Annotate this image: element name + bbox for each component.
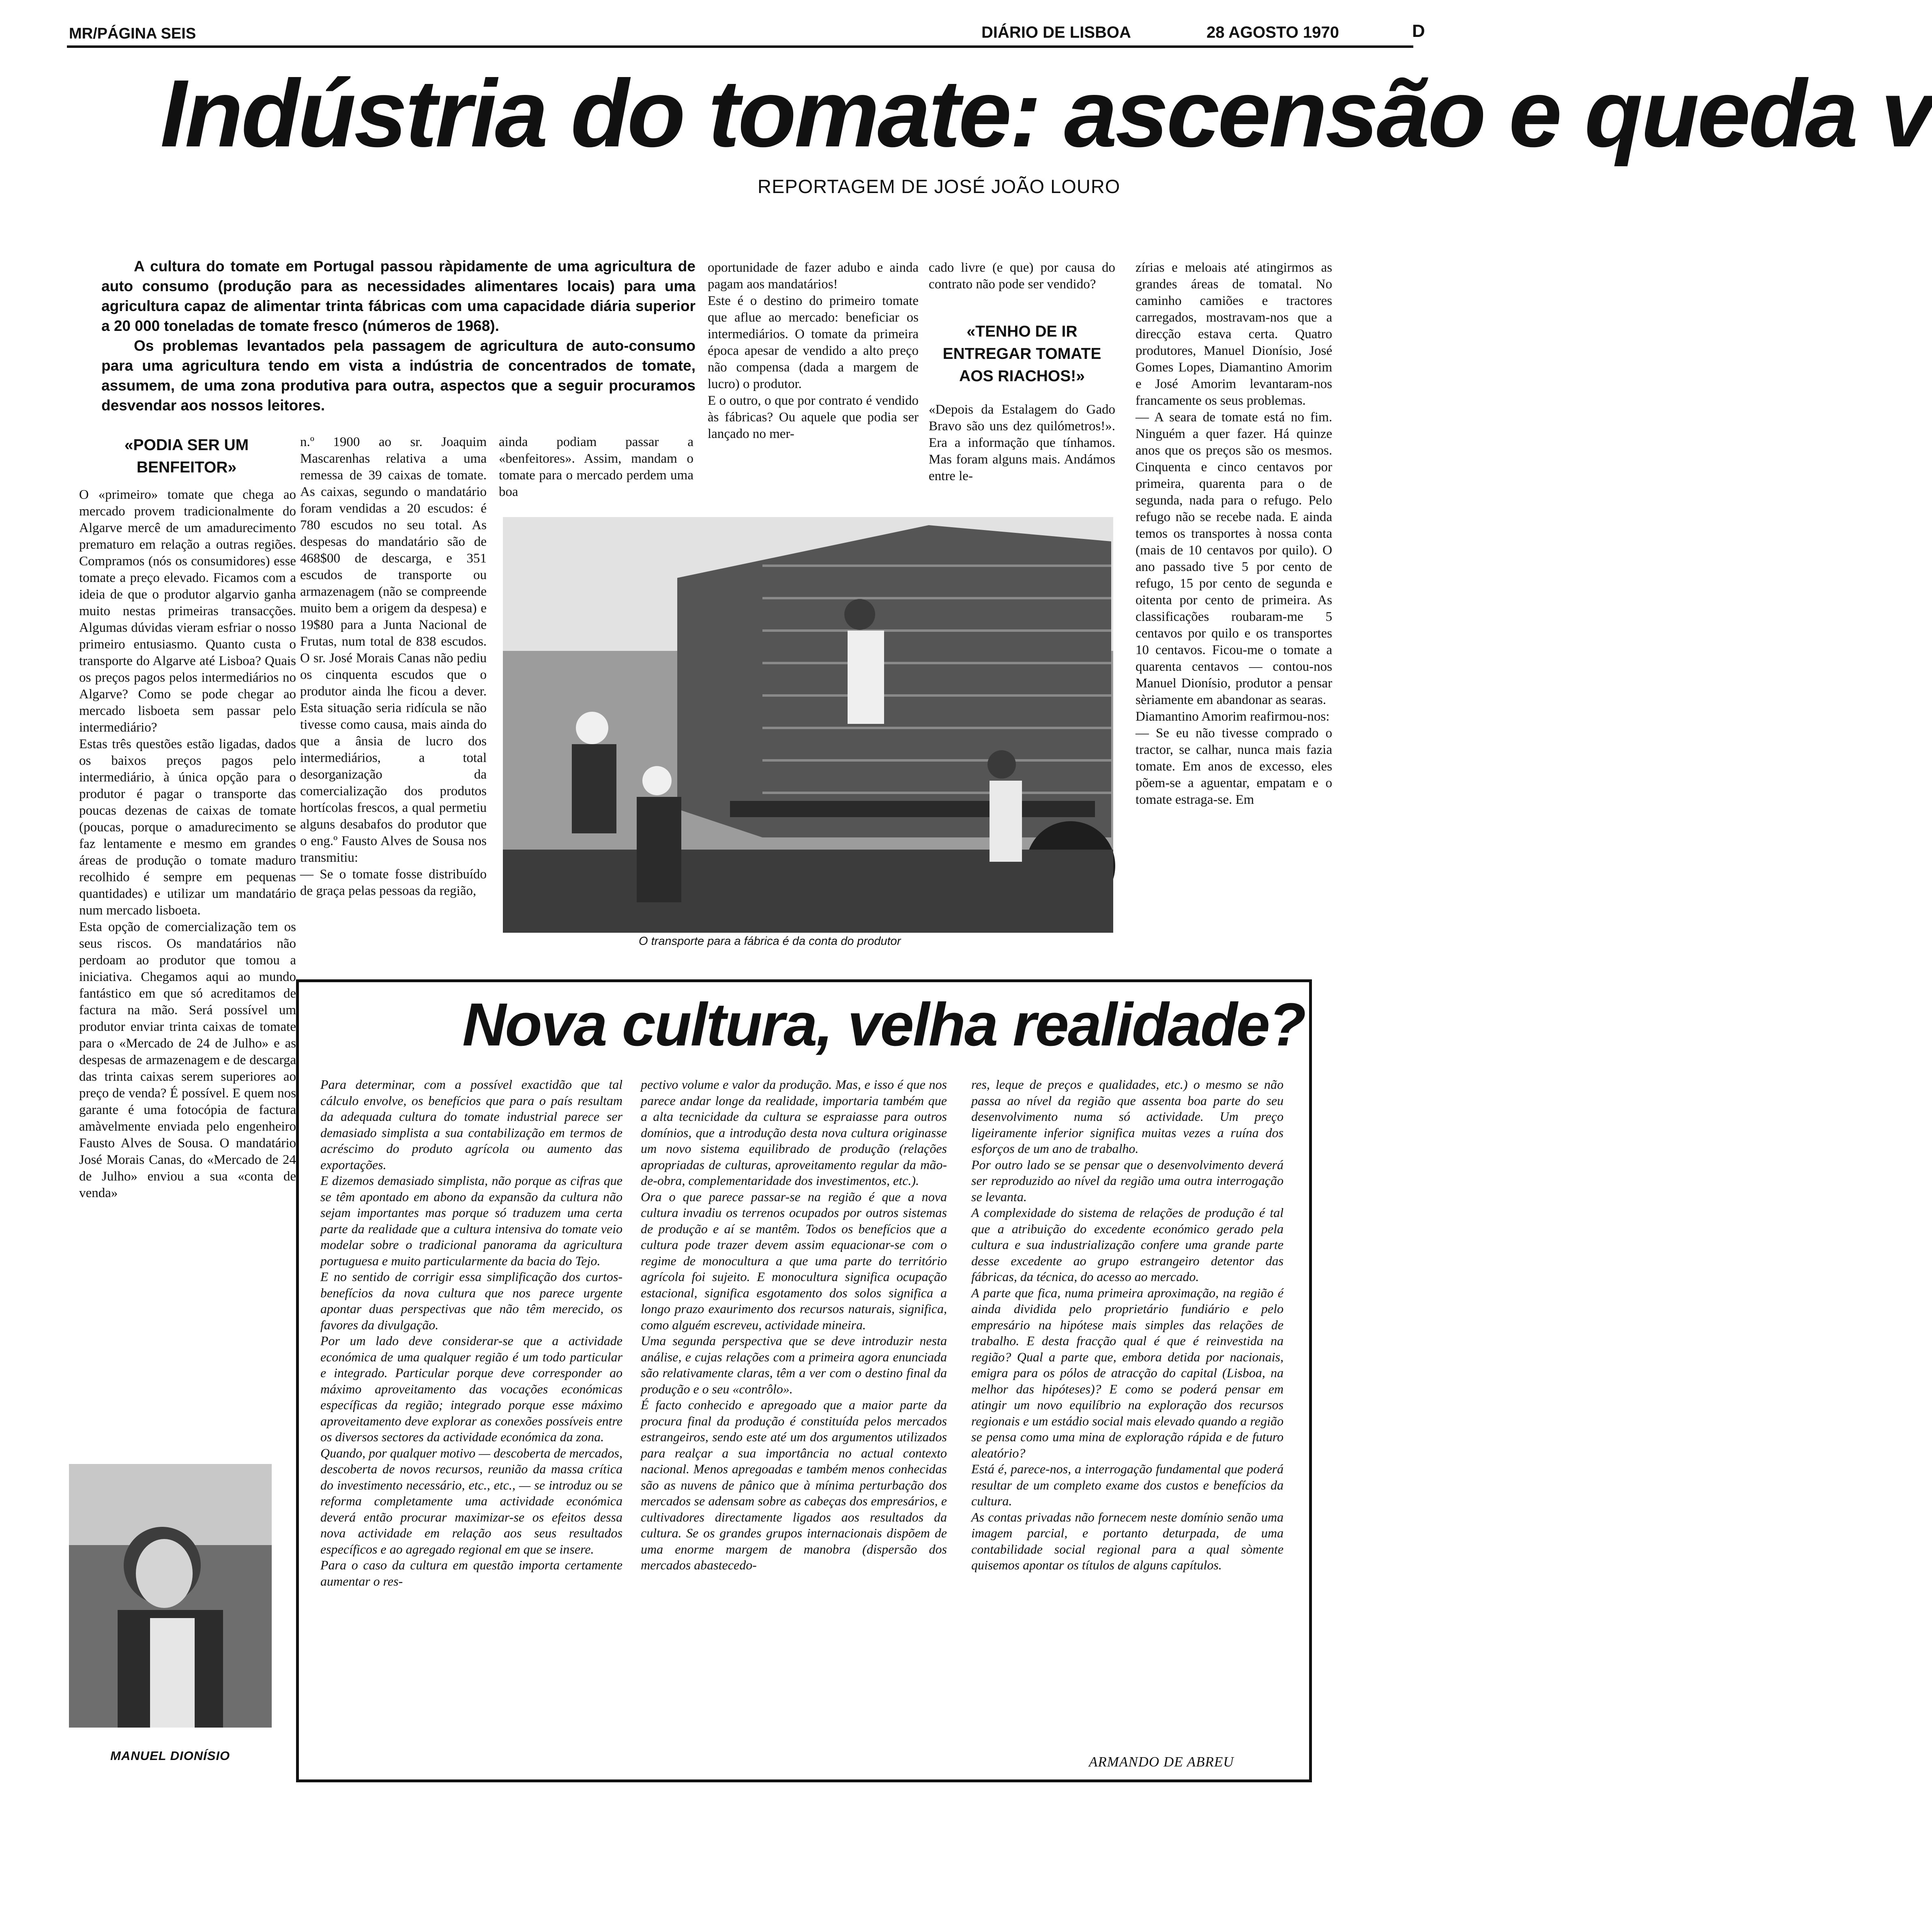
article-column-5a: cado livre (e que) por causa do contrato não pode ser vendido?: [929, 260, 1115, 292]
truck-photo-illustration: [503, 517, 1113, 933]
lead-paragraph-2: Os problemas levantados pela passagem de agricultura de auto-consumo para uma agricultura tendo em vista a indústria de concentrados de tomate, assumem, de uma zona produtiva para outra, aspectos que a seguir procuramos desvendar aos nossos leitores.: [101, 337, 696, 414]
article-column-2: n.º 1900 ao sr. Joaquim Mascarenhas relativa a uma remessa de 39 caixas de tomate. As caixas, segundo o mandatário foram vendidas a 20 escudos: é 780 escudos no seu total. As despesas do mandatário são de 468$00 de descarga, e 351 escudos de transporte ou armazenagem (não se compreende muito bem a origem da despesa) e 19$80 para a Junta Nacional de Frutas, num total de 838 escudos. O sr. José Morais Canas não pediu os cinquenta escudos que o produtor ainda lhe ficou a dever. Esta situação seria ridícula se não tivesse como causa, mais ainda do que a ânsia de lucro dos intermediários, a total desorganização da comercialização dos produtos hortícolas frescos, a qual permetiu alguns desabafos do produtor que o eng.º Fausto Alves de Sousa nos transmitiu: — Se o tomate fosse distribuído de graça pelas pessoas da região,: [300, 435, 487, 898]
boxed-author: ARMANDO DE ABREU: [1089, 1754, 1234, 1770]
boxed-column-3: res, leque de preços e qualidades, etc.) o mesmo se não passa ao nível da região que assenta boa parte do seu desenvolvimento numa só actividade. Um preço ligeiramente inferior significa muitas vezes a ruína dos esforços de um ano de trabalho. Por outro lado se se pensar que o desenvolvimento deverá ser reproduzido ao nível da região uma outra interrogação se levanta. A complexidade do sistema de relações de produção é tal que a atribuição do excedente económico gerado pela cultura e sua industrialização confere uma grande parte desse excedente ao grupo estrangeiro detentor das fábricas, da técnica, do acesso ao mercado. A parte que fica, numa primeira aproximação, na região é ainda dividida pelo proprietário fundiário e pelo empresário na hipótese mais simples das relações de trabalho. E desta fracção qual é que é reinvestida na região? Qual a parte que, embora detida por nacionais, emigra para os pólos de atracção do capital (Lisboa, na melhor das hipóteses)? E como se poderá pensar em atingir um novo equilíbrio na exploração dos recursos regionais e um estádio social mais elevado quando a região se pensa como uma mina de exploração rápida e de futuro aleatório? Está é, parece-nos, a interrogação fundamental que poderá resultar de um completo exame dos custos e benefícios da cultura. As contas privadas não fornecem neste domínio senão uma imagem parcial, e portanto deturpada, de uma contabilidade social regional para a qual sòmente quisemos apontar os títulos de alguns capítulos.: [971, 1077, 1284, 1572]
subhead-benfeitor: «PODIA SER UM BENFEITOR»: [124, 436, 249, 476]
headline: Indústria do tomate: ascensão e queda v: [160, 60, 1932, 167]
article-column-4: oportunidade de fazer adubo e ainda pagam aos mandatários! Este é o destino do primeiro tomate que aflue ao mercado: beneficiar os intermediários. O tomate da primeira época apesar de vendido a alto preço não compensa (dada a margem de lucro) o produtor. E o outro, o que por contrato é vendido às fábricas? Ou aquele que podia ser lançado no mer-: [708, 260, 919, 441]
article-column-3: ainda podiam passar a «benfeitores». Assim, mandam o tomate para o mercado perdem uma boa: [499, 435, 693, 499]
header-rule: [67, 45, 1413, 48]
newspaper-name: DIÁRIO DE LISBOA: [981, 24, 1131, 41]
edge-letter: D: [1412, 21, 1425, 41]
page-label: MR/PÁGINA SEIS: [69, 25, 196, 42]
lead: [101, 256, 696, 415]
article-column-5b: «Depois da Estalagem do Gado Bravo são uns dez quilómetros!». Era a informação que tínhamos. Mas foram alguns mais. Andámos entre le-: [929, 402, 1115, 483]
byline: REPORTAGEM DE JOSÉ JOÃO LOURO: [758, 176, 1121, 197]
issue-date: 28 AGOSTO 1970: [1206, 24, 1339, 41]
truck-photo: [503, 517, 1113, 933]
photo-caption: O transporte para a fábrica é da conta do produtor: [639, 935, 901, 948]
portrait-caption: MANUEL DIONÍSIO: [110, 1749, 230, 1763]
article-column-6: zírias e meloais até atingirmos as grandes áreas de tomatal. No caminho camiões e tractores carregados, mostravam-nos que a direcção estava certa. Quatro produtores, Manuel Dionísio, José Gomes Lopes, Diamantino Amorim e José Amorim levantaram-nos francamente os seus problemas. — A seara de tomate está no fim. Ninguém a quer fazer. Há quinze anos que os preços são os mesmos. Cinquenta e cinco centavos por primeira, quarenta para o de segunda, nada para o refugo. Pelo refugo não se recebe nada. E ainda temos os transportes à nossa conta (mais de 10 centavos por quilo). O ano passado tive 5 por cento de refugo, 15 por cento de segunda e oitenta por cento de primeira. As classificações roubaram-me 5 centavos por quilo e os transportes 10 centavos. Ficou-me o tomate a quarenta centavos — contou-nos Manuel Dionísio, produtor a pensar sèriamente em abandonar as searas. Diamantino Amorim reafirmou-nos: — Se eu não tivesse comprado o tractor, se calhar, nunca mais fazia tomate. Em anos de excesso, eles põem-se a aguentar, empatam e o tomate estraga-se. Em: [1136, 260, 1332, 807]
subhead-riachos: «TENHO DE IR ENTREGAR TOMATE AOS RIACHOS!»: [942, 323, 1101, 385]
portrait-photo: [69, 1464, 272, 1728]
article-column-1: O «primeiro» tomate que chega ao mercado provem tradicionalmente do Algarve mercê de um amadurecimento prematuro em relação a outras regiões. Compramos (nós os consumidores) esse tomate a preço elevado. Ficamos com a ideia de que o produtor algarvio ganha muito nestas primeiras transacções. Algumas dúvidas vieram esfriar o nosso primeiro entusiasmo. Quanto custa o transporte do Algarve até Lisboa? Quais os preços pagos pelos intermediários no Algarve? Como se pode chegar ao mercado lisboeta sem passar pelo intermediário? Estas três questões estão ligadas, dados os baixos preços pagos pelo intermediário, à única opção para o produtor é pagar o transporte das poucas dezenas de caixas de tomate (poucas, porque o amadurecimento se faz lentamente e mesmo em grandes áreas de produção o tomate maduro recolhido é sempre em pequenas quantidades) e utilizar um mandatário num mercado lisboeta. Esta opção de comercialização tem os seus riscos. Os mandatários não perdoam ao produtor que tomou a iniciativa. Chegamos aqui ao mundo fantástico em que só acreditamos de factura na mão. Será possível um produtor enviar trinta caixas de tomate para o «Mercado de 24 de Julho» e as despesas de armazenagem e de descarga das trinta caixas serem superiores ao preço de venda? É possível. E quem nos garante é uma fotocópia de factura amàvelmente enviada pelo engenheiro Fausto Alves de Sousa. O mandatário José Morais Canas, do «Mercado de 24 de Julho» enviou a sua «conta de venda»: [79, 487, 296, 1200]
lead-paragraph-1: A cultura do tomate em Portugal passou ràpidamente de uma agricultura de auto consumo (produção para as necessidades alimentares locais) para uma agricultura capaz de alimentar trinta fábricas com uma capacidade diária superior a 20 000 toneladas de tomate fresco (números de 1968).: [101, 258, 696, 334]
boxed-article-title: Nova cultura, velha realidade?: [462, 990, 1305, 1058]
boxed-column-2: pectivo volume e valor da produção. Mas, e isso é que nos parece andar longe da realidade, importaria também que a alta tecnicidade da cultura se espraiasse para outros domínios, que a introdução desta nova cultura originasse um novo sistema equilibrado de produção (relações apropriadas de culturas, aproveitamento regular da mão-de-obra, complementaridade dos investimentos, etc.). Ora o que parece passar-se na região é que a nova cultura invadiu os terrenos ocupados por outros sistemas de produção e aí se mantêm. Todos os benefícios que a cultura pode trazer devem assim equacionar-se com o regime de monocultura a que uma parte do território agrícola foi sujeito. E monocultura significa ocupação estacional, significa esgotamento dos solos significa a longo prazo exaurimento dos recursos naturais, significa, como alguém escreveu, actividade mineira. Uma segunda perspectiva que se deve introduzir nesta análise, e cujas relações com a primeira agora enunciada são relativamente claras, têm a ver com o destino final da produção e o seu «contrôlo». É facto conhecido e apregoado que a maior parte da procura final da produção é constituída pelos mercados estrangeiros, sendo este até um dos argumentos utilizados para realçar a sua importância no actual contexto nacional. Menos apregoadas e também menos conhecidas são as nuvens de pânico que à mínima perturbação dos mercados se adensam sobre as cabeças dos empresários, e cultivadores directamente ligados aos resultados da cultura. Se os grandes grupos internacionais dispõem de uma enorme margem de manobra (dispersão dos mercados abastecedo-: [641, 1077, 947, 1572]
portrait-illustration: [69, 1464, 272, 1728]
boxed-column-1: Para determinar, com a possível exactidão que tal cálculo envolve, os benefícios que para o país resultam da adequada cultura do tomate industrial parece ser demasiado simplista a sua contabilização em termos de acréscimo do produto agrícola ou aumento das exportações. E dizemos demasiado simplista, não porque as cifras que se têm apontado em abono da expansão da cultura não sejam importantes mas porque só traduzem uma certa parte da realidade que a cultura intensiva do tomate veio modelar sobre o tradicional panorama da agricultura portuguesa e muito particularmente da bacia do Tejo. E no sentido de corrigir essa simplificação dos curtos-benefícios da nova cultura que nos parece urgente apontar duas perspectivas que não têm merecido, os favores da divulgação. Por um lado deve considerar-se que a actividade económica de uma qualquer região é um todo particular e integrado. Particular porque deve corresponder ao máximo aproveitamento das vocações económicas específicas da região; integrado porque esse máximo aproveitamento deve explorar as conexões possíveis entre os diversos sectores da actividade económica da zona. Quando, por qualquer motivo — descoberta de mercados, descoberta de novos recursos, reunião da massa crítica do investimento necessário, etc., etc., — se introduz ou se reforma completamente uma actividade económica deverá então procurar maximizar-se os efeitos dessa nova actividade em relação aos seus resultados específicos e ao agregado regional em que se insere. Para o caso da cultura em questão importa certamente aumentar o res-: [320, 1077, 623, 1588]
